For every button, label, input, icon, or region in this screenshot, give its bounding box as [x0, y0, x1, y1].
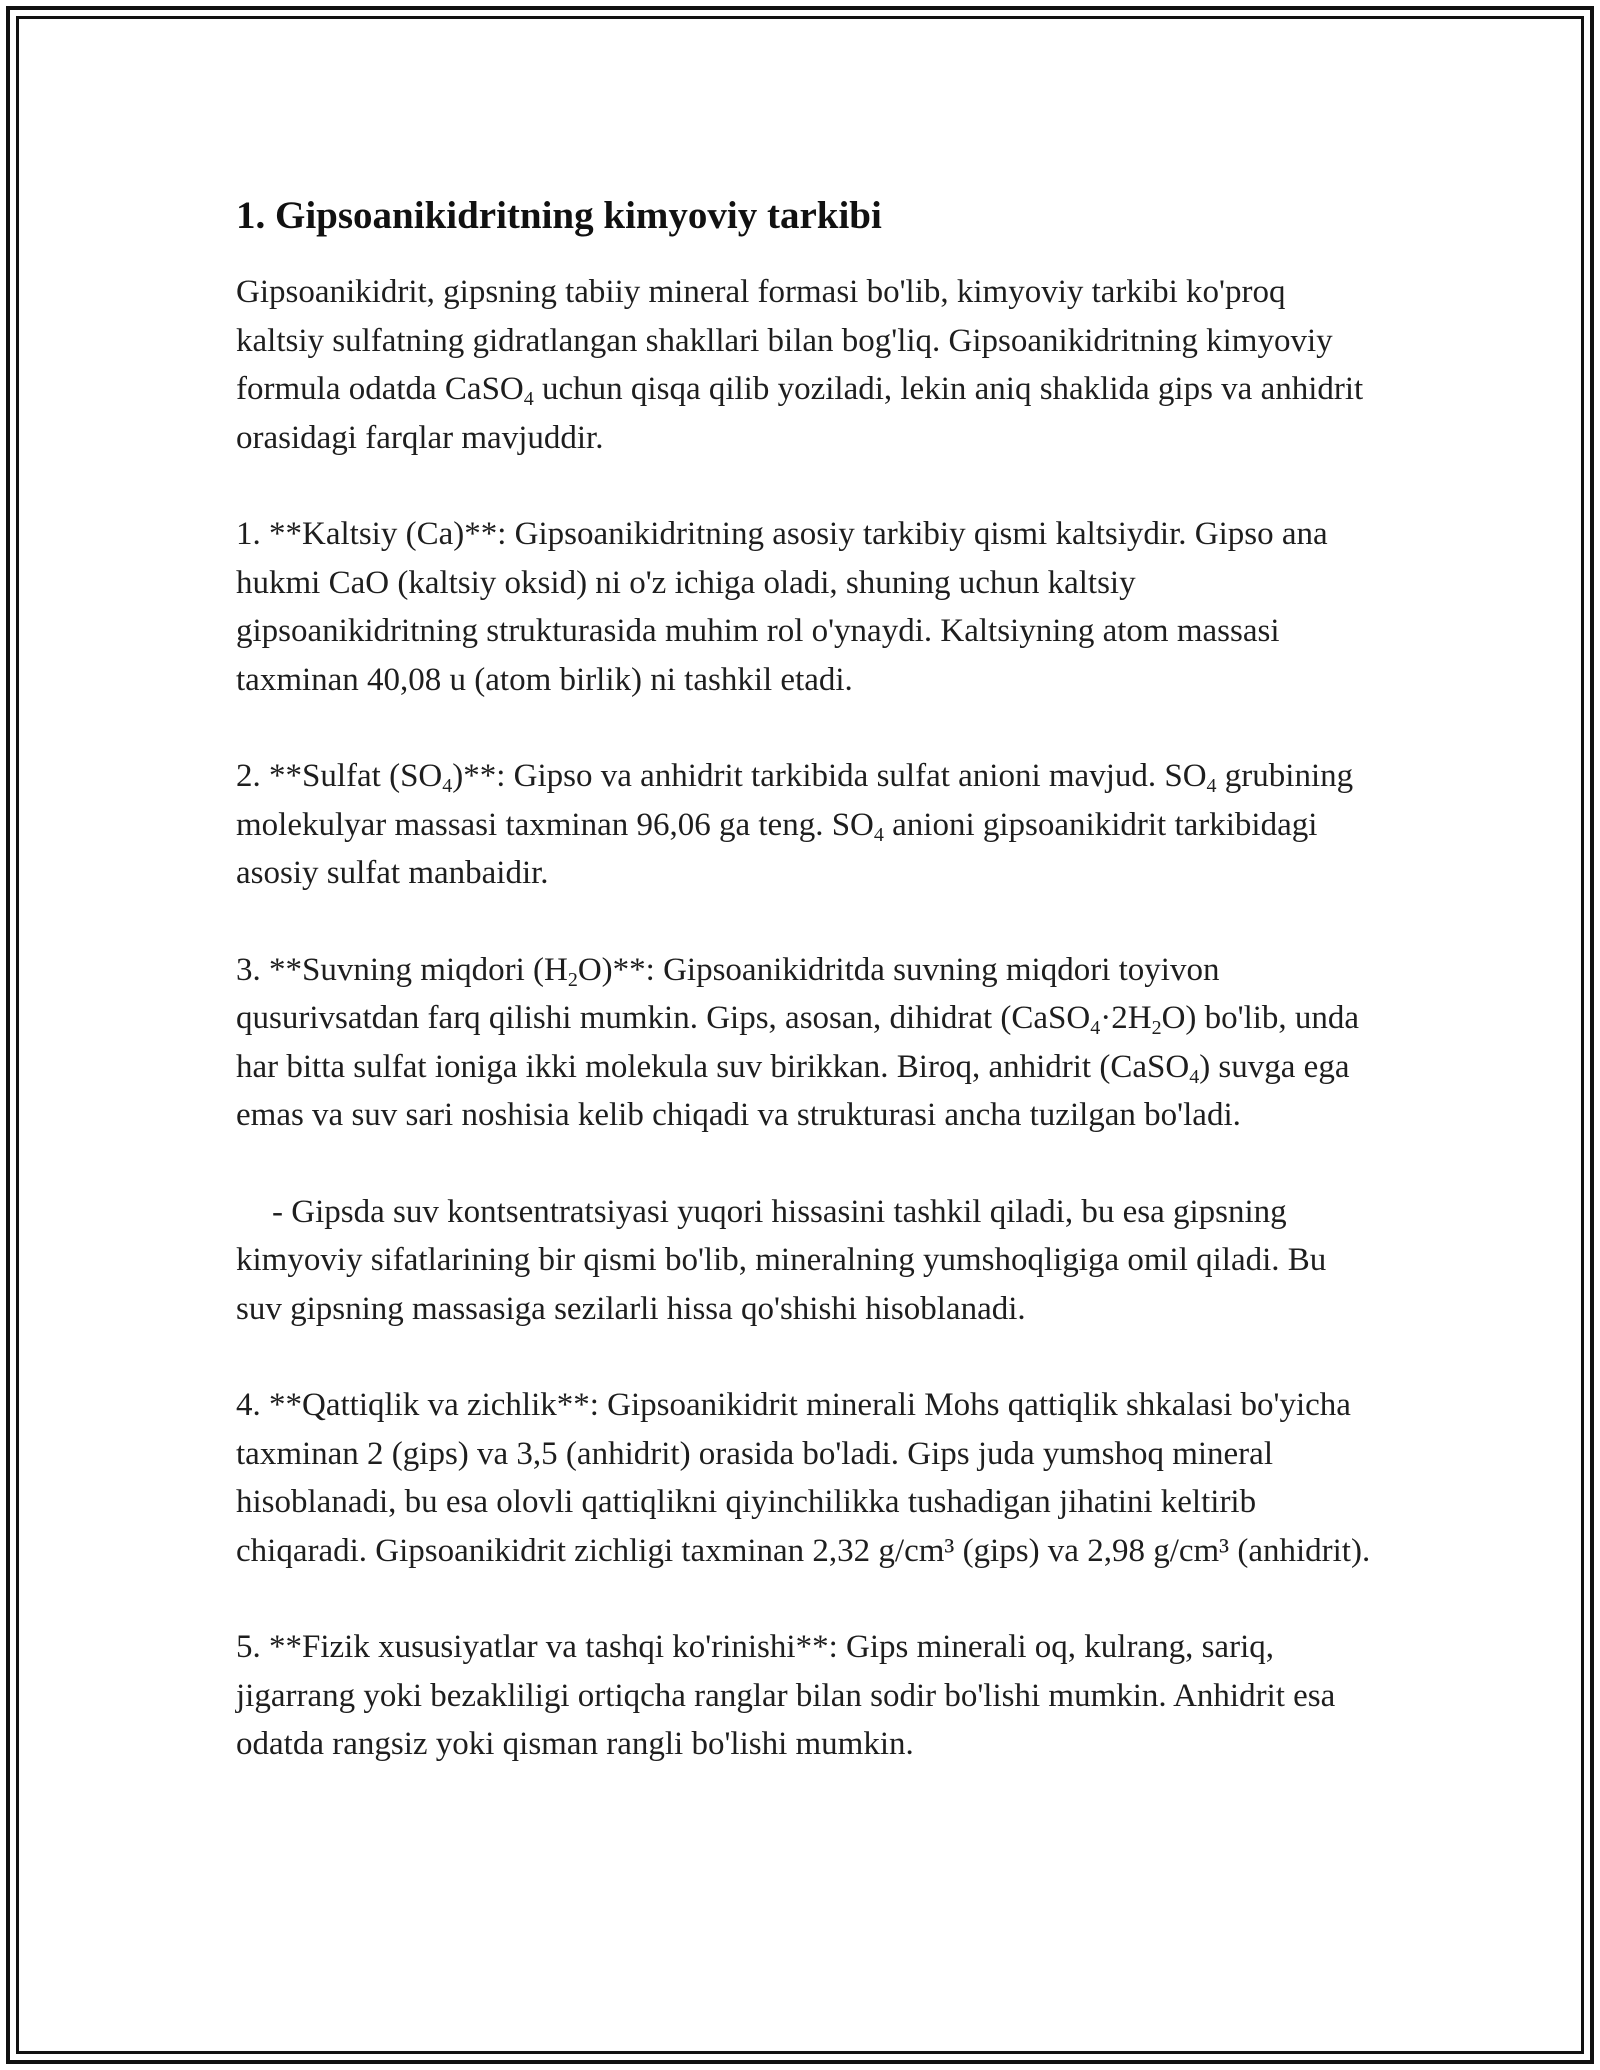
text-run: - Gipsda suv kontsentratsiyasi yuqori hissasini tashkil qiladi, bu esa gipsning kimyoviy sifatlarining bir qismi bo'lib, mineralning yumshoqligiga omil qiladi. Bu suv gipsning massasiga sezilarli hissa qo'shishi hisoblanadi.: [236, 1193, 1327, 1327]
text-run: ·2H: [1100, 1000, 1152, 1036]
item-water-note: [236, 1188, 1376, 1334]
intro-paragraph: [236, 268, 1376, 462]
text-run: anioni gipsoanikidrit tarkibidagi asosiy sulfat manbaidir.: [236, 806, 1318, 891]
text-run: O) bo'lib, unda har bitta sulfat ioniga ikki molekula suv birikkan. Biroq, anhidrit (CaSO: [236, 1000, 1360, 1085]
subscript: 2: [1151, 1017, 1162, 1039]
subscript: 4: [1206, 775, 1217, 797]
text-run: 5. **Fizik xususiyatlar va tashqi ko'rinishi**: Gips minerali oq, kulrang, sariq, jigarrang yoki bezakliligi ortiqcha ranglar bilan sodir bo'lishi mumkin. Anhidrit esa odatda rangsiz yoki qisman rangli bo'lishi mumkin.: [236, 1629, 1336, 1762]
subscript: 2: [567, 968, 578, 991]
text-run: )**: Gipso va anhidrit tarkibida sulfat anioni mavjud. SO: [452, 758, 1207, 794]
document-body: [236, 188, 1376, 1817]
text-run: 1. **Kaltsiy (Ca)**: Gipsoanikidritning asosiy tarkibiy qismi kaltsiydir. Gipso ana hukmi CaO (kaltsiy oksid) ni o'z ichiga oladi, shuning uchun kaltsiy gipsoanikidritning strukturasida muhim rol o'ynaydi. Kaltsiyning atom massasi taxminan 40,08 u (atom birlik) ni tashkil etadi.: [236, 516, 1328, 698]
text-run: grubining molekulyar massasi taxminan 96,06 ga teng. SO: [236, 758, 1354, 843]
subscript: 4: [873, 823, 884, 846]
text-run: 4. **Qattiqlik va zichlik**: Gipsoanikidrit minerali Mohs qattiqlik shkalasi bo'yicha taxminan 2 (gips) va 3,5 (anhidrit) orasida bo'ladi. Gips juda yumshoq mineral hisoblanadi, bu esa olovli qattiqlikni qiyinchilikka tushadigan jihatini keltirib chiqaradi. Gipsoanikidrit zichligi taxminan 2,32 g/cm³ (gips) va 2,98 g/cm³ (anhidrit).: [236, 1387, 1371, 1569]
text-run: uchun qisqa qilib yoziladi, lekin aniq shaklida gips va anhidrit orasidagi farqlar mavjuddir.: [236, 371, 1364, 456]
item-hardness-density: [236, 1381, 1376, 1575]
text-run: 3. **Suvning miqdori (H: [236, 951, 568, 988]
text-run: ) suvga ega emas va suv sari noshisia kelib chiqadi va strukturasi ancha tuzilgan bo'ladi.: [236, 1048, 1350, 1133]
text-run: 2. **Sulfat (SO: [236, 758, 443, 794]
subscript: 4: [442, 775, 453, 797]
item-water: [236, 946, 1376, 1140]
text-run: O)**: Gipsoanikidritda suvning miqdori toyivon qusurivsatdan farq qilishi mumkin. Gips, asosan, dihidrat (CaSO: [236, 951, 1220, 1036]
item-sulfate: [236, 752, 1376, 898]
subscript: 4: [1189, 1065, 1200, 1088]
item-physical-properties: [236, 1623, 1376, 1769]
subscript: 4: [523, 388, 534, 410]
item-calcium: [236, 510, 1376, 704]
subscript: 4: [1090, 1017, 1101, 1039]
section-heading: 1. Gipsoanikidritning kimyoviy tarkibi: [236, 194, 882, 237]
text-run: Gipsoanikidrit, gipsning tabiiy mineral formasi bo'lib, kimyoviy tarkibi ko'proq kaltsiy sulfatning gidratlangan shakllari bilan bog'liq. Gipsoanikidritning kimyoviy formula odatda CaSO: [236, 274, 1333, 407]
